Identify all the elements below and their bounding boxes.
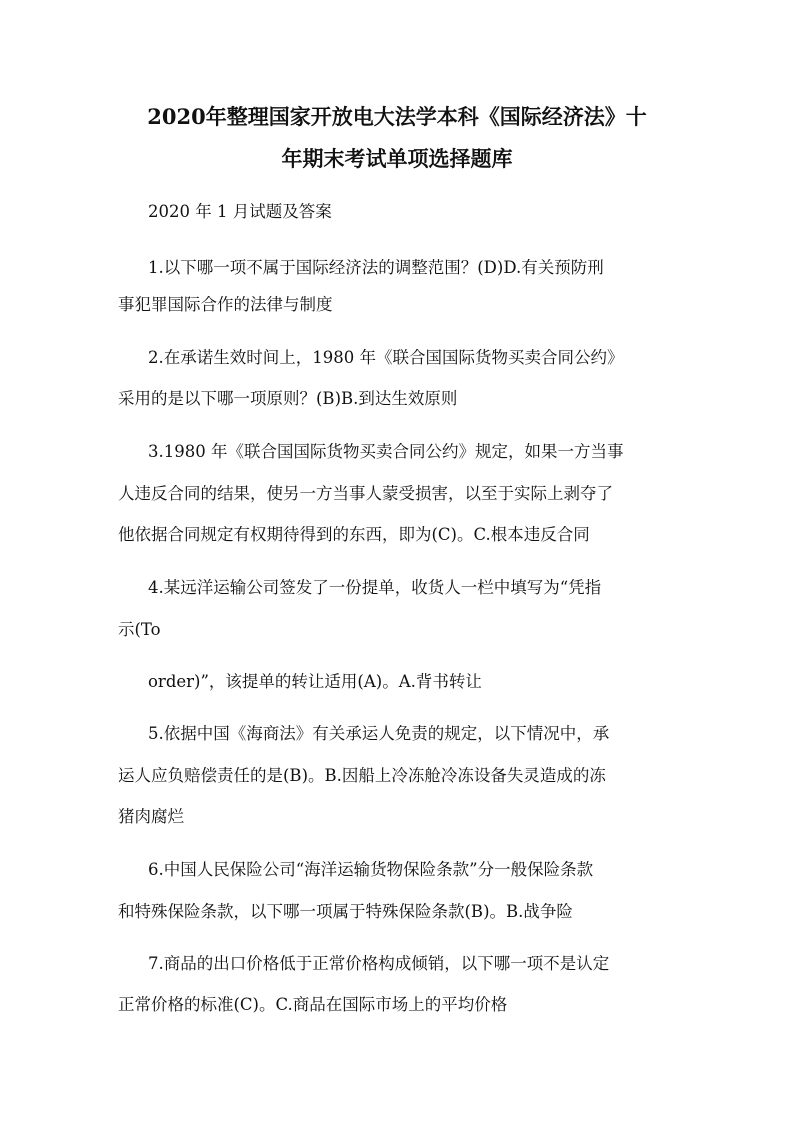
question-text-line: 2.在承诺生效时间上，1980 年《联合国国际货物买卖合同公约》 [148, 348, 624, 367]
question-text-line: 采用的是以下哪一项原则？(B)B.到达生效原则 [118, 389, 458, 408]
question-text-line: 1.以下哪一项不属于国际经济法的调整范围？(D)D.有关预防刑 [148, 258, 604, 277]
question-text-line: 人违反合同的结果，使另一方当事人蒙受损害，以至于实际上剥夺了 [118, 484, 613, 503]
question-text-line: 7.商品的出口价格低于正常价格构成倾销，以下哪一项不是认定 [148, 954, 610, 973]
question-text-line: 4.某远洋运输公司签发了一份提单，收货人一栏中填写为“凭指 [148, 578, 602, 597]
question-text-line: 示(To [118, 620, 161, 639]
question-text-line: 猪肉腐烂 [118, 807, 184, 826]
question-text-line: order)”，该提单的转让适用(A)。A.背书转让 [148, 672, 482, 691]
question-text-line: 运人应负赔偿责任的是(B)。B.因船上冷冻舱冷冻设备失灵造成的冻 [118, 766, 606, 785]
question-text-line: 事犯罪国际合作的法律与制度 [118, 295, 333, 314]
question-text-line: 5.依据中国《海商法》有关承运人免责的规定，以下情况中，承 [148, 724, 610, 743]
question-text-line: 6.中国人民保险公司“海洋运输货物保险条款”分一般保险条款 [148, 860, 594, 879]
question-text-line: 3.1980 年《联合国国际货物买卖合同公约》规定，如果一方当事 [148, 442, 624, 461]
question-text-line: 和特殊保险条款，以下哪一项属于特殊保险条款(B)。B.战争险 [118, 902, 573, 921]
question-text-line: 正常价格的标准(C)。C.商品在国际市场上的平均价格 [118, 995, 508, 1014]
section-heading: 2020 年 1 月试题及答案 [148, 202, 332, 221]
document-title-line-1: 2020年整理国家开放电大法学本科《国际经济法》十 [147, 104, 647, 129]
question-text-line: 他依据合同规定有权期待得到的东西，即为(C)。C.根本违反合同 [118, 525, 590, 544]
document-title-line-2: 年期末考试单项选择题库 [281, 146, 513, 171]
